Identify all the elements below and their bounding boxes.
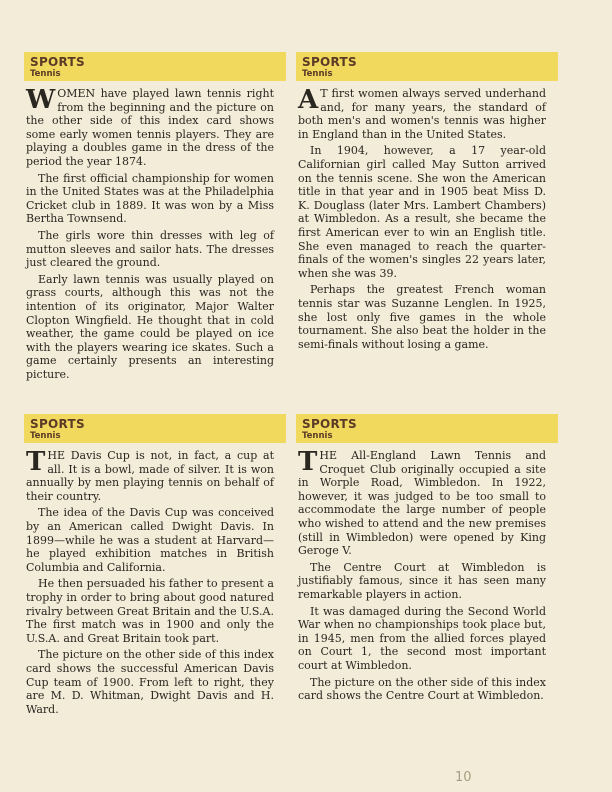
card-american-women: [298, 52, 546, 354]
paragraph: The picture on the other side of this index card shows the successful American Davis Cup team of 1900. From left to right, they are M. D. Whitman, Dwight Davis and H. Ward.: [26, 648, 274, 716]
paragraph: WOMEN have played lawn tennis right from the beginning and the picture on the other side of this index card shows some early women tennis players. They are playing a doubles game in the dress of the period the year 1874.: [26, 85, 274, 168]
paragraph: A T first women always served underhand and, for many years, the standard of both men's and women's tennis was higher in England than in the United States.: [298, 85, 546, 141]
card-body: [26, 449, 274, 716]
paragraph: THE All-England Lawn Tennis and Croquet Club originally occupied a site in Worple Road, Wimbledon. In 1922, however, it was judged to be too small to accommodate the large number of people who wished to attend and the new premises (still in Wimbledon) were opened by King Geroge V.: [298, 447, 546, 558]
card-wimbledon: [298, 414, 546, 706]
paragraph: He then persuaded his father to present a trophy in order to bring about good natured rivalry between Great Britain and the U.S.A. The first match was in 1900 and only the U.S.A. and Great Britain took part.: [26, 577, 274, 645]
drop-cap: A: [298, 85, 319, 115]
page-mark: 10: [455, 770, 472, 785]
paragraph: In 1904, however, a 17 year-old Californian girl called May Sutton arrived on the tennis scene. She won the American title in that year and in 1905 beat Miss D. K. Douglass (later Mrs. Lambert Chambers) at Wimbledon. As a result, she became the first American ever to win an English title. She even managed to reach the quarter-finals of the women's singles 22 years later, when she was 39.: [298, 144, 546, 280]
card-heading: SPORTS: [30, 417, 85, 431]
card-header: [296, 52, 558, 81]
paragraph: The Centre Court at Wimbledon is justifiably famous, since it has seen many remarkable players in action.: [298, 560, 546, 601]
card-subheading: Tennis: [302, 69, 333, 79]
paragraph: Perhaps the greatest French woman tennis star was Suzanne Lenglen. In 1925, she lost only five games in the whole tournament. She also beat the holder in the semi-finals without losing a game.: [298, 283, 546, 351]
card-subheading: Tennis: [30, 431, 61, 441]
card-header: [24, 52, 286, 81]
drop-cap: T: [26, 447, 46, 477]
paragraph: The idea of the Davis Cup was conceived by an American called Dwight Davis. In 1899—while he was a student at Harvard—he played exhibition matches in British Columbia and California.: [26, 506, 274, 574]
card-body: [26, 87, 274, 381]
paragraph: Early lawn tennis was usually played on grass courts, although this was not the intention of its originator, Major Walter Clopton Wingfield. He thought that in cold weather, the game could be played on ice with the players wearing ice skates. Such a game certainly presents an interesting picture.: [26, 272, 274, 381]
card-body: [298, 449, 546, 703]
card-body: [298, 87, 546, 351]
paragraph: THE Davis Cup is not, in fact, a cup at all. It is a bowl, made of silver. It is won annually by men playing tennis on behalf of their country.: [26, 447, 274, 503]
card-header: [24, 414, 286, 443]
card-heading: SPORTS: [302, 417, 357, 431]
drop-cap: T: [298, 447, 318, 477]
card-subheading: Tennis: [302, 431, 333, 441]
paragraph: The first official championship for women in the United States was at the Philadelphia Cricket club in 1889. It was won by a Miss Bertha Townsend.: [26, 171, 274, 226]
card-heading: SPORTS: [30, 55, 85, 69]
paragraph: The picture on the other side of this index card shows the Centre Court at Wimbledon.: [298, 675, 546, 703]
paragraph: The girls wore thin dresses with leg of mutton sleeves and sailor hats. The dresses just cleared the ground.: [26, 228, 274, 270]
paragraph: It was damaged during the Second World War when no championships took place but, in 1945, men from the allied forces played on Court 1, the second most important court at Wimbledon.: [298, 604, 546, 672]
card-davis-cup: [26, 414, 274, 719]
card-women-tennis: [26, 52, 274, 384]
drop-cap: W: [26, 85, 56, 115]
card-subheading: Tennis: [30, 69, 61, 79]
card-heading: SPORTS: [302, 55, 357, 69]
card-header: [296, 414, 558, 443]
